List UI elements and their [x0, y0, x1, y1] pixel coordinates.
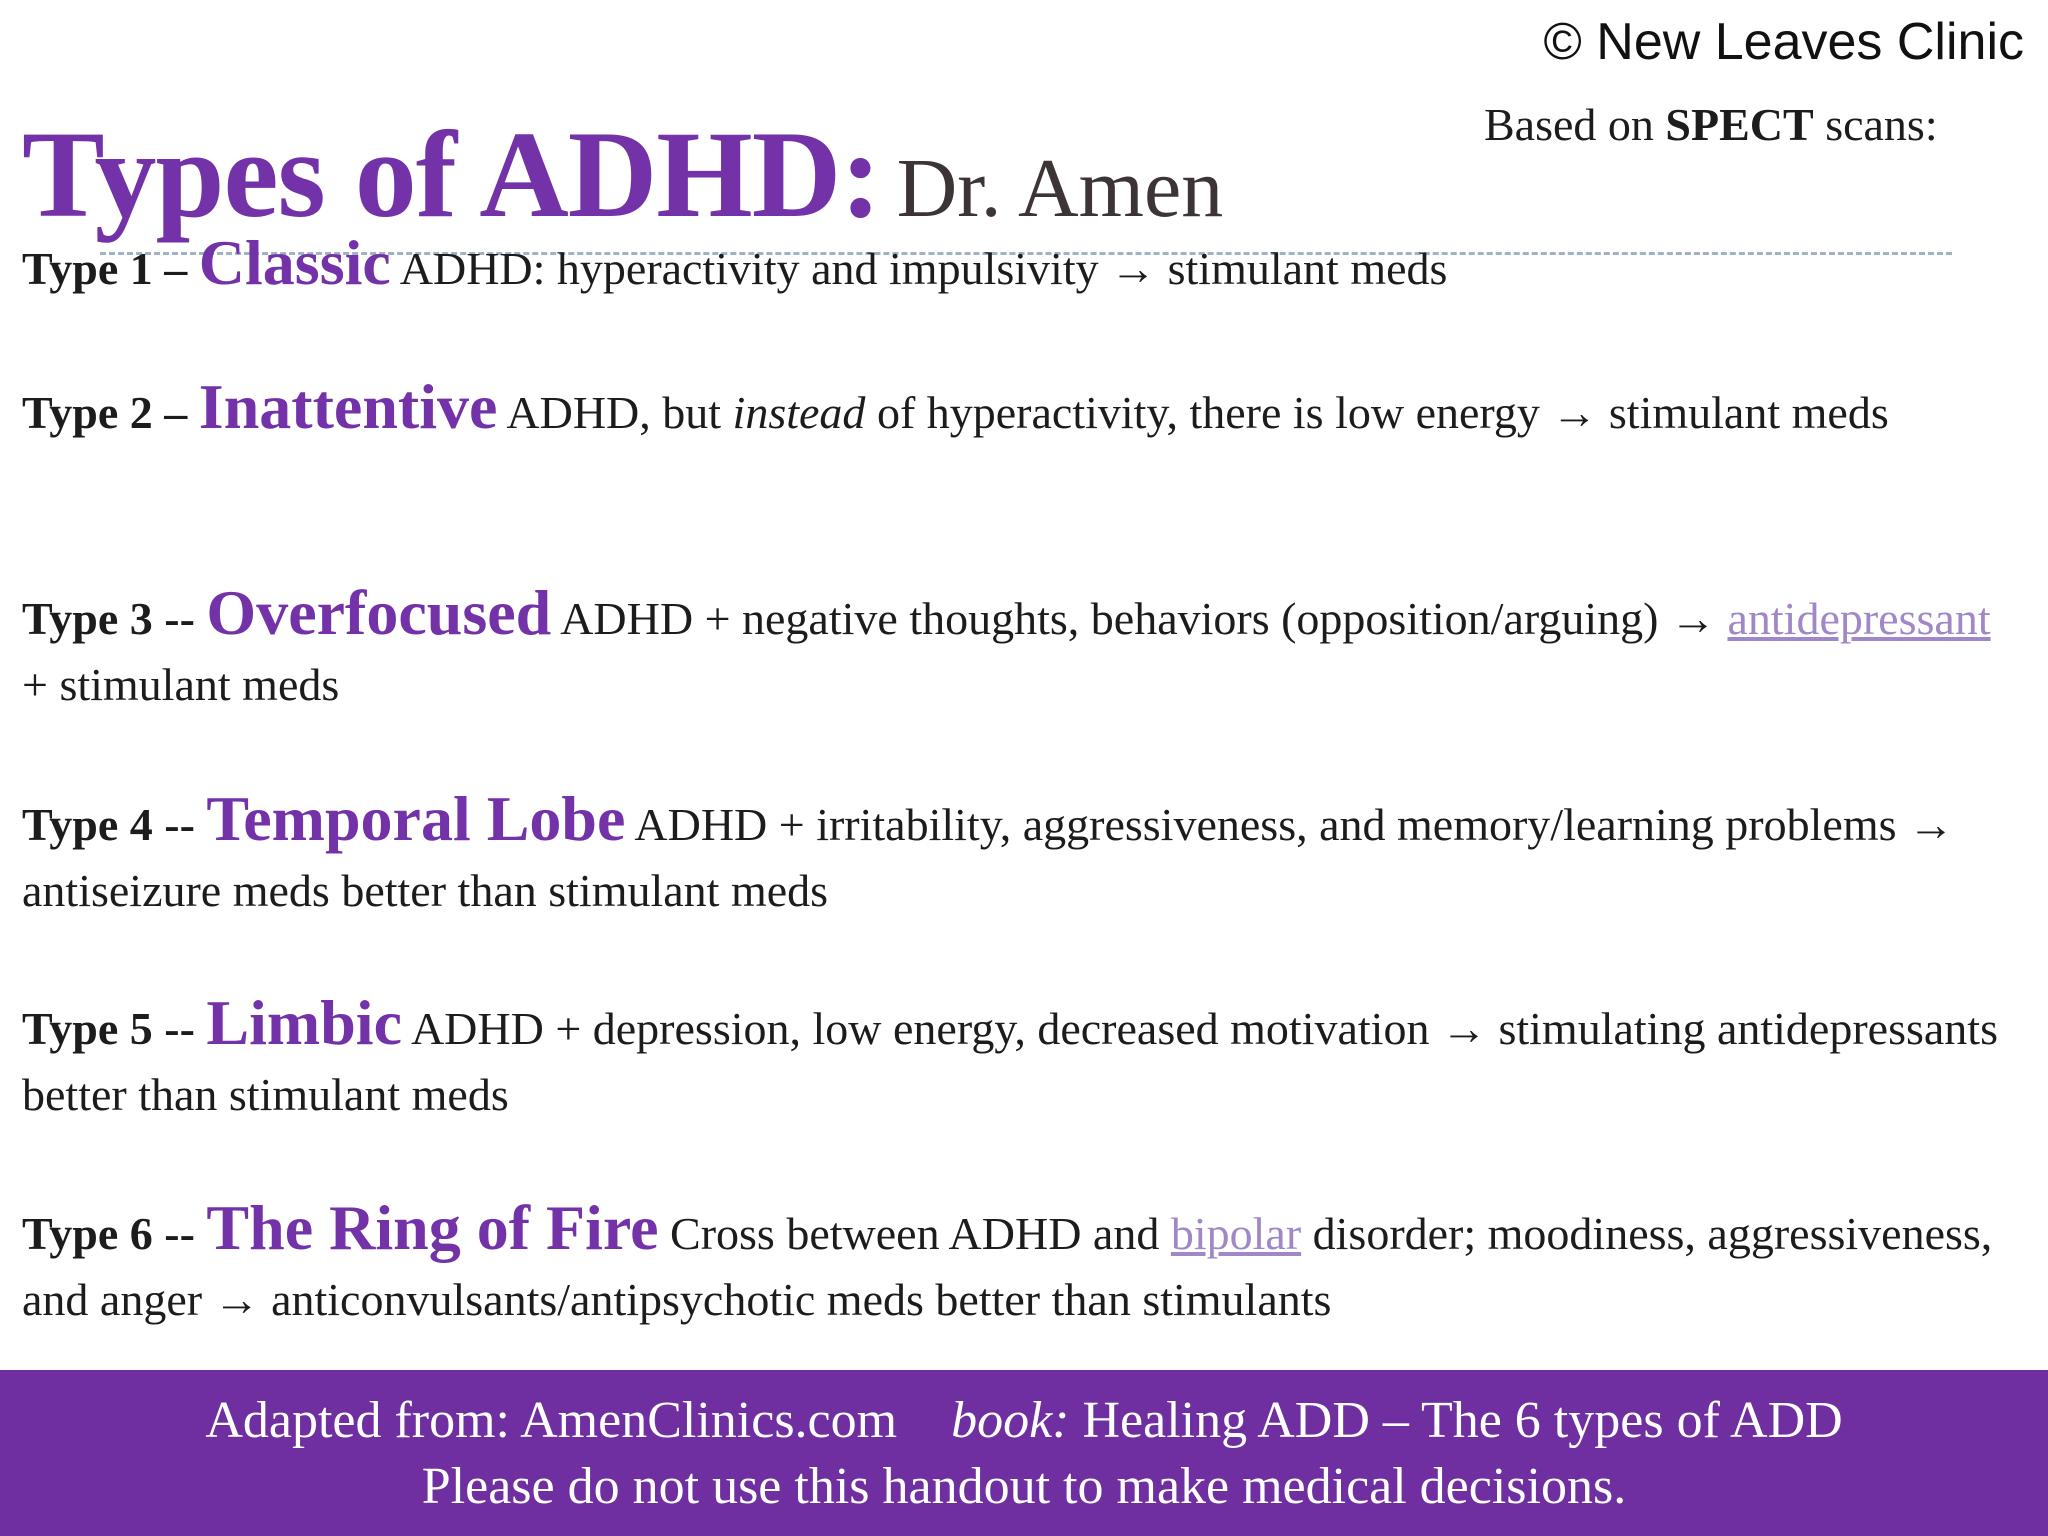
- bipolar-link[interactable]: bipolar: [1170, 1208, 1302, 1259]
- type-3-label: Type 3 --: [22, 593, 195, 644]
- footer-book-label: book:: [951, 1392, 1070, 1449]
- type-6-name: The Ring of Fire: [206, 1192, 659, 1263]
- copyright-notice: © New Leaves Clinic: [1543, 13, 2024, 71]
- spect-note: [1484, 98, 1938, 151]
- footer-banner: [0, 1370, 2048, 1536]
- type-1-desc: ADHD: hyperactivity and impulsivity: [399, 243, 1099, 294]
- type-2-desc-cont: of hyperactivity, there is low energy: [876, 387, 1540, 438]
- type-4-label: Type 4 --: [22, 799, 195, 850]
- footer-book-title: Healing ADD – The 6 types of ADD: [1082, 1392, 1843, 1449]
- type-4-item: [22, 783, 2022, 924]
- type-3-item: [22, 577, 2022, 718]
- type-3-desc: ADHD + negative thoughts, behaviors (opposition/arguing): [560, 593, 1659, 644]
- type-4-desc: ADHD + irritability, aggressiveness, and memory/learning problems: [634, 799, 1897, 850]
- type-6-treatment: anticonvulsants/antipsychotic meds better than stimulants: [271, 1274, 1332, 1325]
- type-2-italic: instead: [732, 387, 866, 438]
- type-4-name: Temporal Lobe: [206, 783, 626, 854]
- type-5-treatment: stimulating antidepressants better than stimulant meds: [22, 1003, 1998, 1120]
- type-2-item: [22, 371, 2022, 446]
- type-5-desc: ADHD + depression, low energy, decreased motivation: [410, 1003, 1430, 1054]
- type-6-desc-cont: disorder; moodiness, aggressiveness, and anger: [22, 1208, 1993, 1325]
- type-6-desc: Cross between ADHD and: [670, 1208, 1160, 1259]
- title-sub: Dr. Amen: [896, 142, 1224, 235]
- type-4-treatment: antiseizure meds better than stimulant meds: [22, 865, 829, 916]
- type-5-item: [22, 987, 2022, 1128]
- arrow-icon: →: [213, 1274, 260, 1325]
- type-1-name: Classic: [198, 227, 391, 298]
- type-3-treatment: + stimulant meds: [22, 659, 340, 710]
- arrow-icon: →: [1110, 243, 1157, 294]
- arrow-icon: →: [1440, 1003, 1487, 1054]
- type-5-label: Type 5 --: [22, 1003, 195, 1054]
- type-2-label: Type 2 –: [22, 387, 188, 438]
- type-6-item: [22, 1192, 2022, 1333]
- spect-suffix: scans:: [1813, 99, 1938, 150]
- footer-disclaimer: Please do not use this handout to make medical decisions.: [421, 1458, 1627, 1515]
- type-1-label: Type 1 –: [22, 243, 188, 294]
- type-1-item: [22, 227, 2022, 302]
- page-title: [22, 104, 1223, 246]
- type-2-desc: ADHD, but: [506, 387, 722, 438]
- type-2-name: Inattentive: [198, 371, 498, 442]
- footer-adapted: Adapted from: AmenClinics.com: [205, 1392, 898, 1449]
- type-2-treatment: stimulant meds: [1608, 387, 1889, 438]
- type-1-treatment: stimulant meds: [1167, 243, 1448, 294]
- arrow-icon: →: [1908, 799, 1954, 850]
- type-5-name: Limbic: [206, 987, 402, 1058]
- type-3-name: Overfocused: [206, 577, 552, 648]
- antidepressant-link[interactable]: antidepressant: [1727, 593, 1991, 644]
- type-6-label: Type 6 --: [22, 1208, 195, 1259]
- footer-source-row: [0, 1388, 2048, 1454]
- spect-prefix: Based on: [1484, 99, 1666, 150]
- arrow-icon: →: [1551, 387, 1598, 438]
- arrow-icon: →: [1669, 593, 1716, 644]
- title-main: Types of ADHD:: [22, 106, 881, 243]
- spect-bold: SPECT: [1665, 99, 1814, 150]
